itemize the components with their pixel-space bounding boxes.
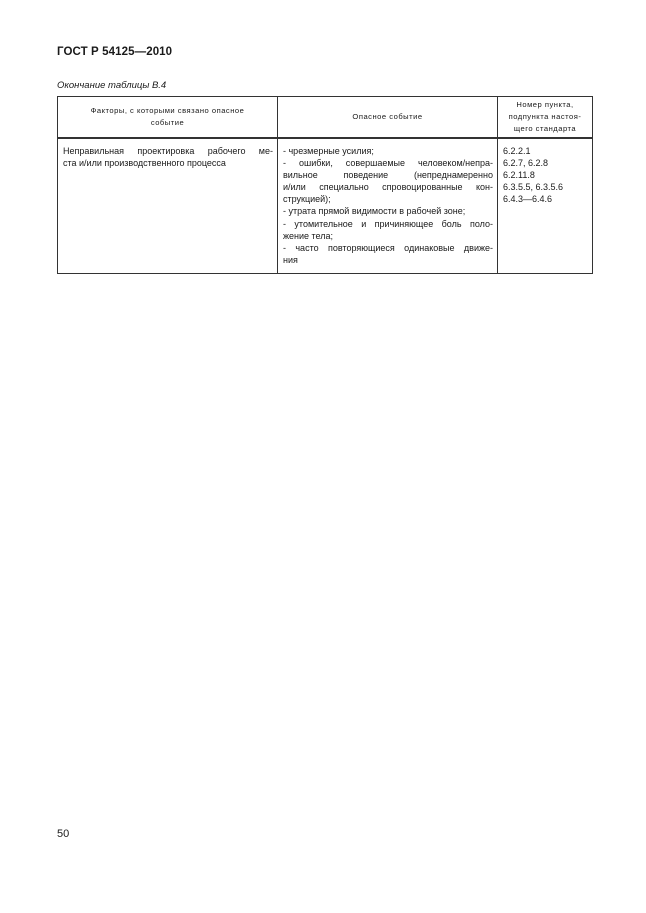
- hazard-line-4: и/или специально спровоцированные кон-: [283, 182, 493, 193]
- clause-line-3: 6.2.11.8: [503, 170, 535, 181]
- factor-line-1: Неправильная проектировка рабочего ме-: [63, 146, 273, 156]
- hazard-line-9: - часто повторяющиеся одинаковые движе-: [283, 242, 493, 253]
- hazard-line-5: струкцией);: [283, 194, 331, 205]
- column-header-factors-line-2: событие: [150, 118, 185, 127]
- column-header-clause: [498, 97, 593, 139]
- hazard-line-8: жение тела;: [283, 230, 334, 241]
- column-header-factors-line-1: Факторы, с которыми связано опасное: [90, 106, 245, 115]
- factor-line-2: ста и/или производственного процесса: [63, 158, 226, 169]
- factor-cell: [58, 138, 278, 274]
- hazard-cell: [278, 138, 498, 274]
- column-header-clause-line-2: подпункта настоя-: [508, 112, 582, 121]
- hazard-line-7: - утомительное и причиняющее боль поло-: [283, 218, 493, 229]
- table-row: [58, 138, 593, 274]
- hazard-line-1: - чрезмерные усилия;: [283, 146, 374, 156]
- hazard-line-3: вильное поведение (непреднамеренно: [283, 170, 493, 181]
- clause-line-5: 6.4.3—6.4.6: [503, 194, 553, 205]
- column-header-clause-line-3: щего стандарта: [513, 124, 577, 133]
- clause-line-1: 6.2.2.1: [503, 146, 531, 156]
- table-header-row: [58, 97, 593, 139]
- document-header: ГОСТ Р 54125—2010: [57, 46, 173, 58]
- clause-cell: [498, 138, 593, 274]
- column-header-clause-line-1: Номер пункта,: [516, 100, 574, 109]
- hazard-line-10: ния: [283, 254, 298, 265]
- page-number: 50: [57, 828, 70, 840]
- hazards-table: [57, 96, 593, 274]
- clause-line-2: 6.2.7, 6.2.8: [503, 158, 549, 169]
- column-header-hazard: Опасное событие: [278, 97, 498, 139]
- clause-line-4: 6.3.5.5, 6.3.5.6: [503, 182, 564, 193]
- column-header-factors: [58, 97, 278, 139]
- hazard-line-6: - утрата прямой видимости в рабочей зоне;: [283, 206, 466, 217]
- hazard-line-2: - ошибки, совершаемые человеком/непра-: [283, 158, 493, 169]
- table-caption: Окончание таблицы В.4: [57, 80, 167, 91]
